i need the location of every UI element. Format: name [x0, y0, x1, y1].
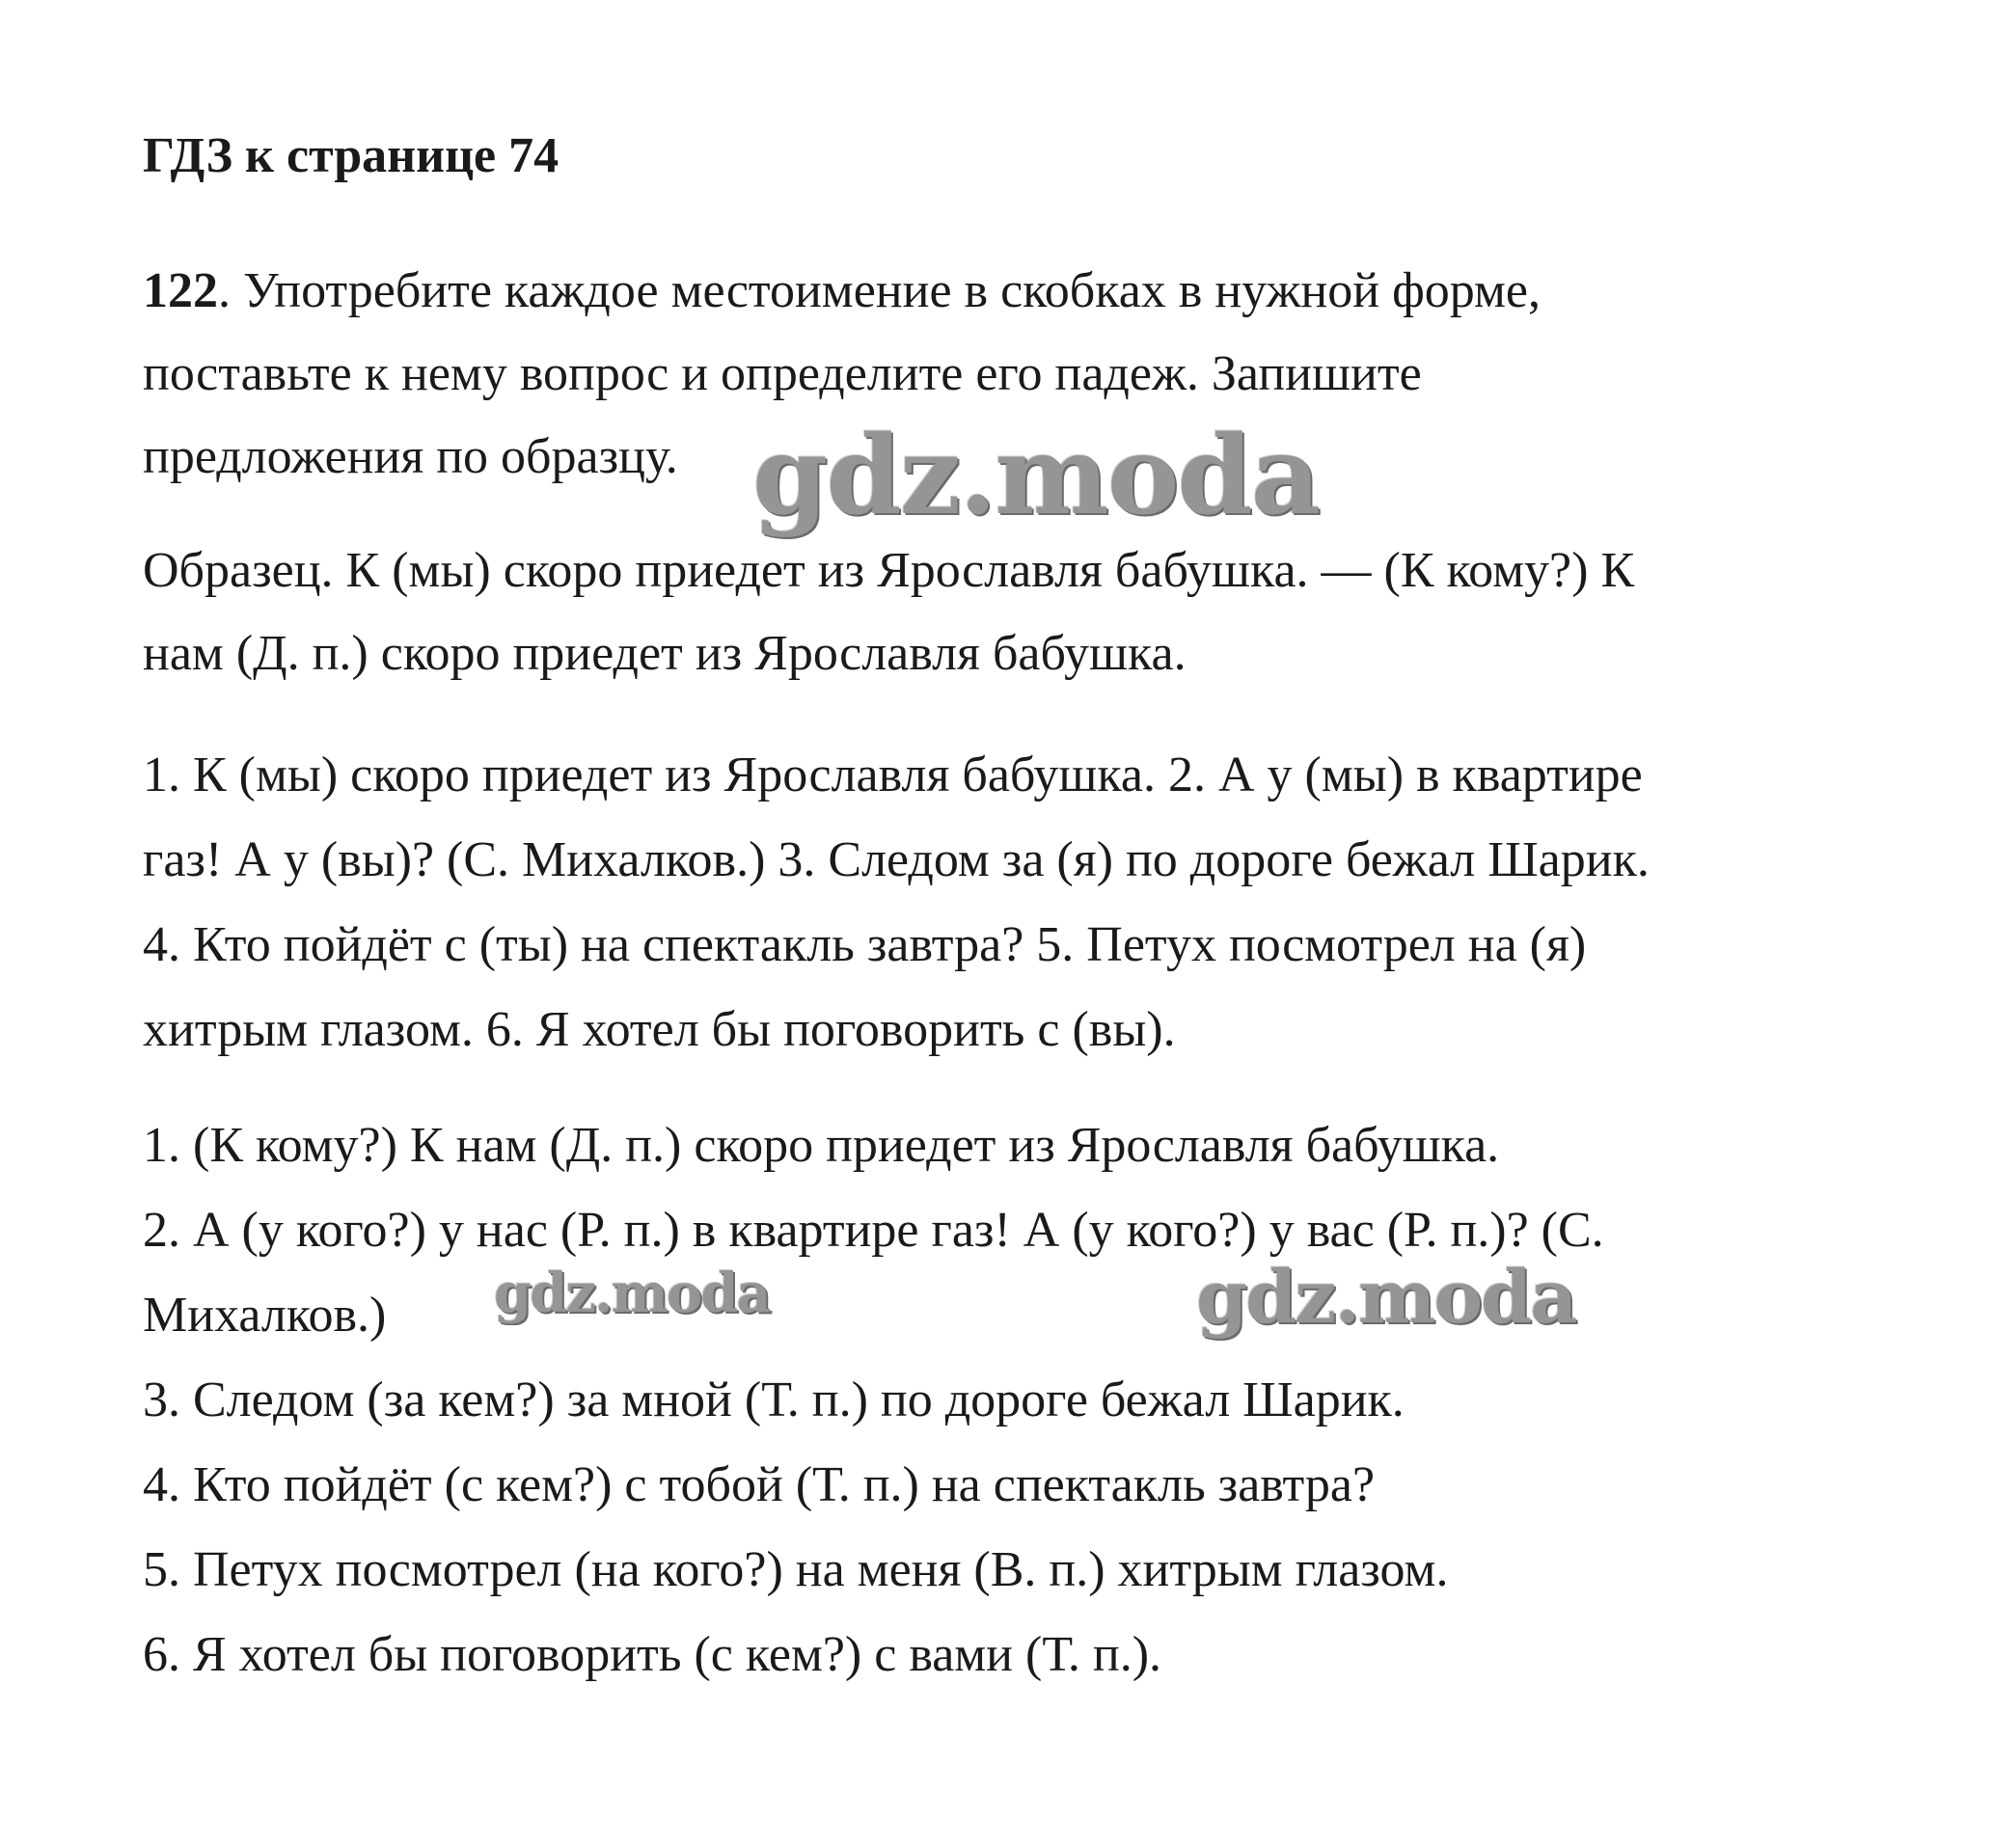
- answer-line-5: 4. Кто пойдёт (с кем?) с тобой (Т. п.) на спектакль завтра?: [143, 1457, 1376, 1512]
- watermark-logo: gdz.moda: [1196, 1254, 1576, 1340]
- answer-line-3: Михалков.): [143, 1288, 387, 1343]
- exercise-line-3: 4. Кто пойдёт с (ты) на спектакль завтра? 5. Петух посмотрел на (я): [143, 917, 1587, 972]
- task-line-1: [143, 257, 1541, 326]
- exercise-line-1: 1. К (мы) скоро приедет из Ярославля бабушка. 2. А у (мы) в квартире: [143, 747, 1643, 802]
- watermark-logo: gdz.moda: [752, 413, 1320, 539]
- task-text: . Употребите каждое местоимение в скобках в нужной форме,: [218, 263, 1541, 318]
- answer-line-6: 5. Петух посмотрел (на кого?) на меня (В. п.) хитрым глазом.: [143, 1542, 1449, 1597]
- answer-line-1: 1. (К кому?) К нам (Д. п.) скоро приедет из Ярославля бабушка.: [143, 1118, 1500, 1173]
- page-heading: ГДЗ к странице 74: [143, 128, 559, 183]
- task-line-3: предложения по образцу.: [143, 429, 678, 484]
- watermark-logo: gdz.moda: [494, 1262, 770, 1325]
- sample-line-1: Образец. К (мы) скоро приедет из Ярославля бабушка. — (К кому?) К: [143, 543, 1635, 598]
- answer-line-2: 2. А (у кого?) у нас (Р. п.) в квартире газ! А (у кого?) у вас (Р. п.)? (С.: [143, 1203, 1604, 1258]
- exercise-line-4: хитрым глазом. 6. Я хотел бы поговорить с (вы).: [143, 1002, 1176, 1057]
- sample-line-2: нам (Д. п.) скоро приедет из Ярославля бабушка.: [143, 626, 1187, 681]
- exercise-line-2: газ! А у (вы)? (С. Михалков.) 3. Следом за (я) по дороге бежал Шарик.: [143, 832, 1650, 887]
- task-number: 122: [143, 263, 218, 318]
- answer-line-4: 3. Следом (за кем?) за мной (Т. п.) по дороге бежал Шарик.: [143, 1372, 1405, 1427]
- answer-line-7: 6. Я хотел бы поговорить (с кем?) с вами (Т. п.).: [143, 1627, 1162, 1682]
- task-line-2: поставьте к нему вопрос и определите его падеж. Запишите: [143, 346, 1422, 401]
